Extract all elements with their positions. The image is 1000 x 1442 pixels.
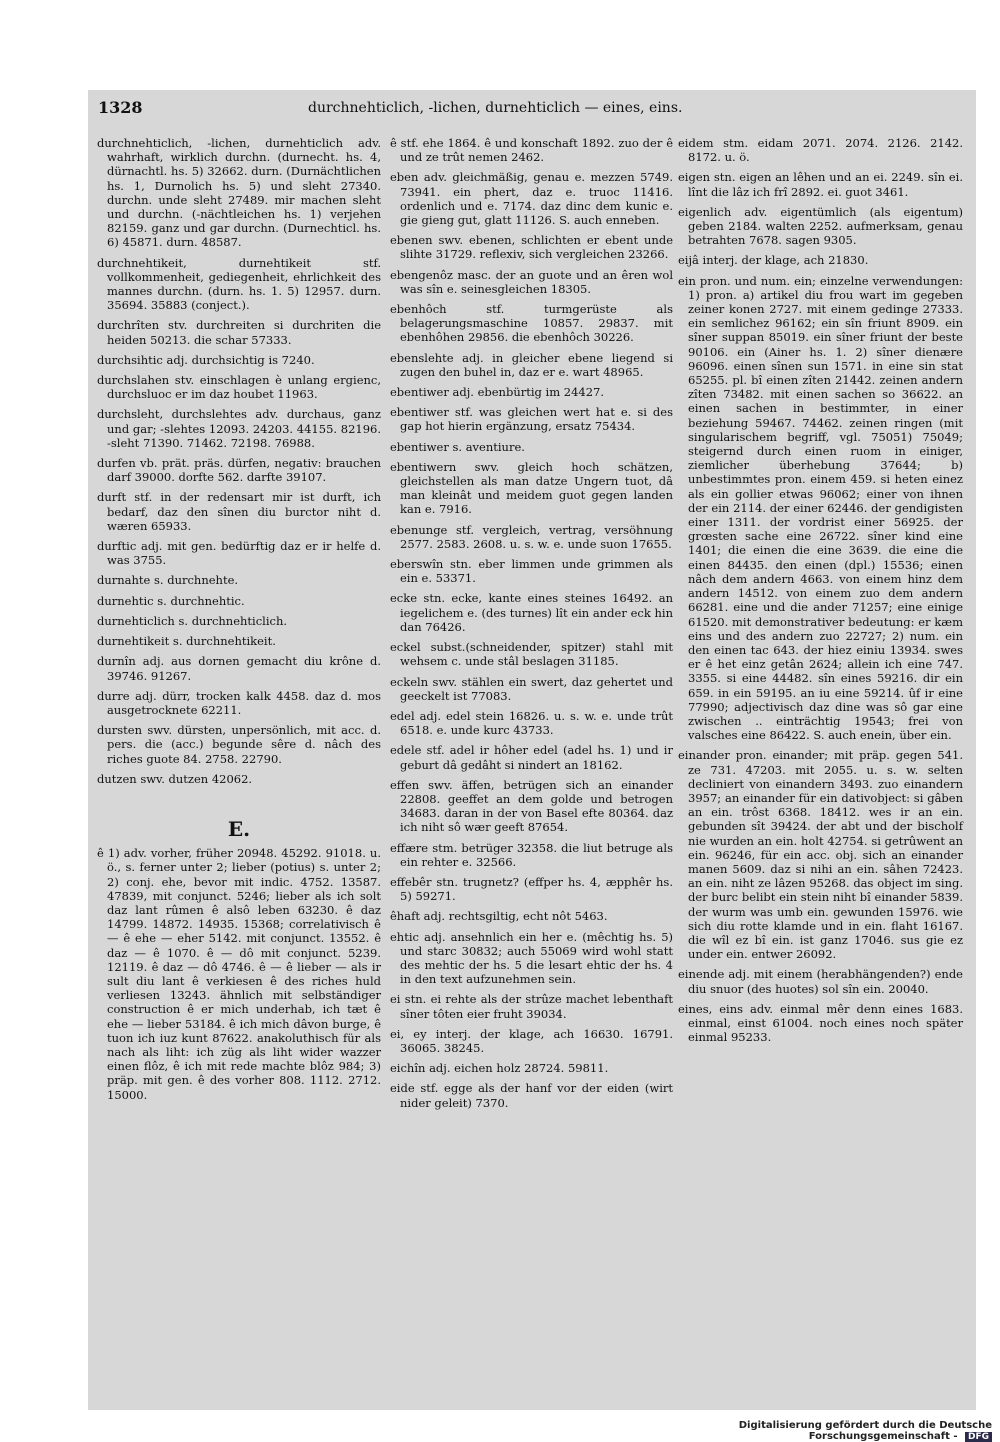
dictionary-entry: ehtic adj. ansehnlich ein her e. (mêchtig hs. 5) und starc 30832; auch 55069 wird wohl statt des mehtic der hs. 5 die lesart ehtic der hs. 4 in den text aufzunehmen sein. bbox=[390, 929, 673, 987]
dictionary-entry: ebenen swv. ebenen, schlichten er ebent unde slihte 31729. reflexiv, sich vergleichen 23266. bbox=[390, 233, 673, 262]
dictionary-entry: durchnehtikeit, durnehtikeit stf. vollkommenheit, gediegenheit, ehrlichkeit des mannes durchn. (durn. hs. 1. 5) 12957. durn. 35694. 35883 (conject.). bbox=[97, 255, 381, 313]
dictionary-entry: ê 1) adv. vorher, früher 20948. 45292. 91018. u. ö., s. ferner unter 2; lieber (potius) s. unter 2; 2) conj. ehe, bevor mit indic. 4752. 13587. 47839, mit conjunct. 5246; lieber als ich solt daz lant rûmen ê alsô leben 63230. ê daz 14799. 14872. 14935. 15368; correlativisch ê — ê ehe — eher 5142. mit conjunct. 13552. ê daz — ê 1070. ê — dô mit conjunct. 5239. 12119. ê daz — dô 4746. ê — ê lieber — als ir sult diu lant ê verkiesen ê des riches huld verliesen 13243. ähnlich mit selbständiger construction ê er mich underhab, ich tæt ê ehe — lieber 53184. ê ich mich dâvon burge, ê tuon ich iuz kunt 87622. anakoluthisch für als nach als liht: ich züg als liht wider wazzer einen flôz, ê ich mit rede machte blôz 984; 3) präp. mit gen. ê des vorher 808. 1112. 2712. 15000. bbox=[97, 846, 381, 1102]
dictionary-entry: eckeln swv. stählen ein swert, daz gehertet und geeckelt ist 77083. bbox=[390, 674, 673, 703]
dictionary-entry: durnahte s. durchnehte. bbox=[97, 573, 239, 588]
dictionary-entry: edel adj. edel stein 16826. u. s. w. e. unde trût 6518. e. unde kurc 43733. bbox=[390, 708, 673, 738]
dictionary-entry: durre adj. dürr, trocken kalk 4458. daz d. mos ausgetrocknete 62211. bbox=[97, 688, 381, 717]
running-title: durchnehticlich, -lichen, durnehticlich — eines, eins. bbox=[308, 100, 683, 116]
dictionary-entry: effære stm. betrüger 32358. die liut betruge als ein rehter e. 32566. bbox=[390, 840, 673, 869]
footer bbox=[600, 1420, 992, 1442]
section-letter: E. bbox=[227, 816, 251, 841]
dictionary-entry: einander pron. einander; mit präp. gegen 541. ze 731. 47203. mit 2055. u. s. w. selten decliniert von einandern 3493. zuo einandern 3957; an einander für ein dativobject: si gâben an ein. trôst 6368. 18412. wes ir an ein. gebunden sît 39424. der abt und der bischolf nie wurden an ein. holt 42754. si getrûwent an ein. 96246, für ein acc. obj. sich an einander manen 5609. daz si nihi an ein. sâhen 72423. an ein. niht ze lâzen 95268. das object im sing. der burc belibt ein stein niht bî einander 5839. der wurm was umb ein. gewunden 15976. wie sich diu rotte klamde und in ein. flaht 16167. die wîl ez bî ein. ist ganz 17046. sus gie ez under ein. entwer 26092. bbox=[678, 748, 963, 962]
dictionary-entry: durfen vb. prät. präs. dürfen, negativ: brauchen darf 39000. dorfte 562. darfte 39107. bbox=[97, 456, 381, 485]
dictionary-entry: effen swv. äffen, betrügen sich an einander 22808. geeffet an dem golde und betrogen 34683. daran in der von Basel efte 80364. daz ich niht sô wær geeft 87654. bbox=[390, 777, 673, 835]
dictionary-entry: eigen stn. eigen an lêhen und an ei. 2249. sîn ei. lînt die lâz ich frî 2892. ei. guot 3461. bbox=[678, 170, 963, 199]
dictionary-entry: durchnehticlich, -lichen, durnehticlich adv. wahrhaft, wirklich durchn. (durnecht. hs. 4, dürnachtl. hs. 5) 32662. durn. (Durnächtlichen hs. 1, Durnolich hs. 5) und sleht 27340. durchn. unde sleht 27489. mir machen sleht und durchn. (-nächtleichen hs. 1) verjehen 82159. ganz und gar durchn. (Durnechticl. hs. 6) 45871. durn. 48587. bbox=[97, 136, 381, 250]
dictionary-entry: eben adv. gleichmäßig, genau e. mezzen 5749. 73941. ein phert, daz e. truoc 11416. ordenlich und e. 7174. daz dinc dem kunic e. gie gieng gut, glatt 11126. S. auch enneben. bbox=[390, 170, 673, 228]
dictionary-entry: durnîn adj. aus dornen gemacht diu krône d. 39746. 91267. bbox=[97, 654, 381, 683]
column-3 bbox=[678, 136, 963, 1050]
dictionary-entry: ebentiwer s. aventiure. bbox=[390, 439, 525, 454]
dictionary-entry: effebêr stn. trugnetz? (effper hs. 4, æpphêr hs. 5) 59271. bbox=[390, 874, 673, 904]
dictionary-entry: eijâ interj. der klage, ach 21830. bbox=[678, 253, 869, 268]
dictionary-entry: durnehtikeit s. durchnehtikeit. bbox=[97, 634, 276, 649]
funding-note: Digitalisierung gefördert durch die Deutsche Forschungsgemeinschaft - bbox=[738, 1420, 992, 1442]
dictionary-entry: ein pron. und num. ein; einzelne verwendungen: 1) pron. a) artikel diu frou wart im gegeben zeiner konen 2727. mit einem gedinge 27333. ein semlichez 96162; ein sîn friunt 8909. ein sîner suppan 85019. ein sîner friunt der beste 90106. ein (Ainer hs. 1. 2) sîner dienære 96096. einen sînen sun 1571. in eine sin stat 65255. pl. bî einen zîten 21442. zeinen andern zîten 73482. mit einen sachen so 36622. an einen sachen in bestimmter, in einer beziehung 59467. 74462. zeinen ringen (mit singularischem begriff, vgl. 75051) 75049; steigernd durch einen ruom in einiger, ziemlicher überhebung 37644; b) unbestimmtes pron. einem 459. si heten einez als ein gollier etwas 96062; einer von ihnen der ein 2114. der einer 62446. der gendigisten einer 1311. der vordrist einer 56925. der grœsten sache eine 26722. sîner kind eine 1401; die einen die eine 3639. die eine die einen 84435. den einen (dpl.) 15536; einen nâch dem andern 4663. von einem hinz dem andern 14512. von einem zuo dem andern 66281. eine und die ander 71257; eine einige 61520. mit demonstrativer bedeutung: er kæm eins und des andern zuo 22727; 2) num. ein den einen tac 643. der hiez einiu 13934. swes er ê het einz getân 2624; allein ich eine 747. 3355. si eine 44482. sîn eines 59216. dir ein 659. in ein 59195. an iu eine 59214. ûf ir eine 77990; adjectivisch daz dine was sô gar eine zwischen .. einträchtig 19543; frei von valsches eine 86422. S. auch enein, über ein. bbox=[678, 273, 963, 743]
dictionary-entry: eckel subst.(schneidender, spitzer) stahl mit wehsem c. unde stâl beslagen 31185. bbox=[390, 640, 673, 669]
dictionary-entry: ebenslehte adj. in gleicher ebene liegend si zugen den buhel in, daz er e. wart 48965. bbox=[390, 350, 673, 379]
page-number: 1328 bbox=[98, 98, 143, 117]
dictionary-entry: ebentiwer stf. was gleichen wert hat e. si des gap hot hierin ergänzung, ersatz 75434. bbox=[390, 405, 673, 434]
page-header bbox=[98, 98, 968, 120]
dictionary-entry: ecke stn. ecke, kante eines steines 16492. an iegelichem e. (des turnes) lît ein ander eck hin dan 76426. bbox=[390, 591, 673, 634]
dictionary-entry: ei stn. ei rehte als der strûze machet lebenthaft sîner tôten eier fruht 39034. bbox=[390, 992, 673, 1021]
dictionary-entry: ebengenôz masc. der an guote und an êren wol was sîn e. seinesgleichen 18305. bbox=[390, 267, 673, 296]
dictionary-entry: ebenunge stf. vergleich, vertrag, versöhnung 2577. 2583. 2608. u. s. w. e. unde suon 17655. bbox=[390, 522, 673, 551]
dictionary-entry: ebentiwern swv. gleich hoch schätzen, gleichstellen als man datze Ungern tuot, dâ man kleinât und meidem guot gegen landen kan e. 7916. bbox=[390, 459, 673, 517]
dictionary-entry: ebenhôch stf. turmgerüste als belagerungsmaschine 10857. 29837. mit ebenhôhen 29856. die ebenhôch 30226. bbox=[390, 302, 673, 345]
dictionary-entry: eidem stm. eidam 2071. 2074. 2126. 2142. 8172. u. ö. bbox=[678, 136, 963, 165]
dictionary-entry: eigenlich adv. eigentümlich (als eigentum) geben 2184. walten 2252. aufmerksam, genau betrahten 7678. sagen 9305. bbox=[678, 204, 963, 248]
dictionary-entry: dutzen swv. dutzen 42062. bbox=[97, 771, 253, 786]
column-2 bbox=[390, 136, 673, 1116]
column-1 bbox=[97, 136, 381, 1108]
dictionary-entry: ei, ey interj. der klage, ach 16630. 16791. 36065. 38245. bbox=[390, 1026, 673, 1055]
dfg-logo: DFG bbox=[965, 1432, 992, 1442]
dictionary-entry: durchslahen stv. einschlagen è unlang ergienc, durchsluoc er im daz houbet 11963. bbox=[97, 373, 381, 402]
dictionary-entry: eines, eins adv. einmal mêr denn eines 1683. einmal, einst 61004. noch eines noch später einmal 95233. bbox=[678, 1001, 963, 1045]
dictionary-entry: durftic adj. mit gen. bedürftig daz er ir helfe d. was 3755. bbox=[97, 539, 381, 568]
dictionary-entry: durft stf. in der redensart mir ist durft, ich bedarf, daz den sînen diu burctor niht d. wæren 65933. bbox=[97, 490, 381, 533]
dictionary-entry: eide stf. egge als der hanf vor der eiden (wirt nider geleit) 7370. bbox=[390, 1081, 673, 1110]
dictionary-entry: ebentiwer adj. ebenbürtig im 24427. bbox=[390, 385, 605, 400]
dictionary-entry: eberswîn stn. eber limmen unde grimmen als ein e. 53371. bbox=[390, 557, 673, 586]
dictionary-entry: durnehticlich s. durchnehticlich. bbox=[97, 613, 288, 628]
dictionary-entry: dursten swv. dürsten, unpersönlich, mit acc. d. pers. die (acc.) begunde sêre d. nâch des riches guote 84. 2758. 22790. bbox=[97, 723, 381, 766]
dictionary-entry: êhaft adj. rechtsgiltig, echt nôt 5463. bbox=[390, 909, 608, 924]
dictionary-entry: einende adj. mit einem (herabhängenden?) ende diu snuor (des huotes) sol sîn ein. 20040. bbox=[678, 967, 963, 996]
dictionary-entry: ê stf. ehe 1864. ê und konschaft 1892. zuo der ê und ze trût nemen 2462. bbox=[390, 136, 673, 165]
dictionary-entry: durchrîten stv. durchreiten si durchriten die heiden 50213. die schar 57333. bbox=[97, 318, 381, 347]
dictionary-entry: durchsihtic adj. durchsichtig is 7240. bbox=[97, 352, 315, 367]
dictionary-entry: durchsleht, durchslehtes adv. durchaus, ganz und gar; -slehtes 12093. 24203. 44155. 82196. -sleht 71390. 71462. 72198. 76988. bbox=[97, 407, 381, 450]
dictionary-entry: edele stf. adel ir hôher edel (adel hs. 1) und ir geburt dâ gedâht si nindert an 18162. bbox=[390, 743, 673, 772]
dictionary-entry: durnehtic s. durchnehtic. bbox=[97, 593, 245, 608]
dictionary-entry: eichîn adj. eichen holz 28724. 59811. bbox=[390, 1061, 609, 1076]
